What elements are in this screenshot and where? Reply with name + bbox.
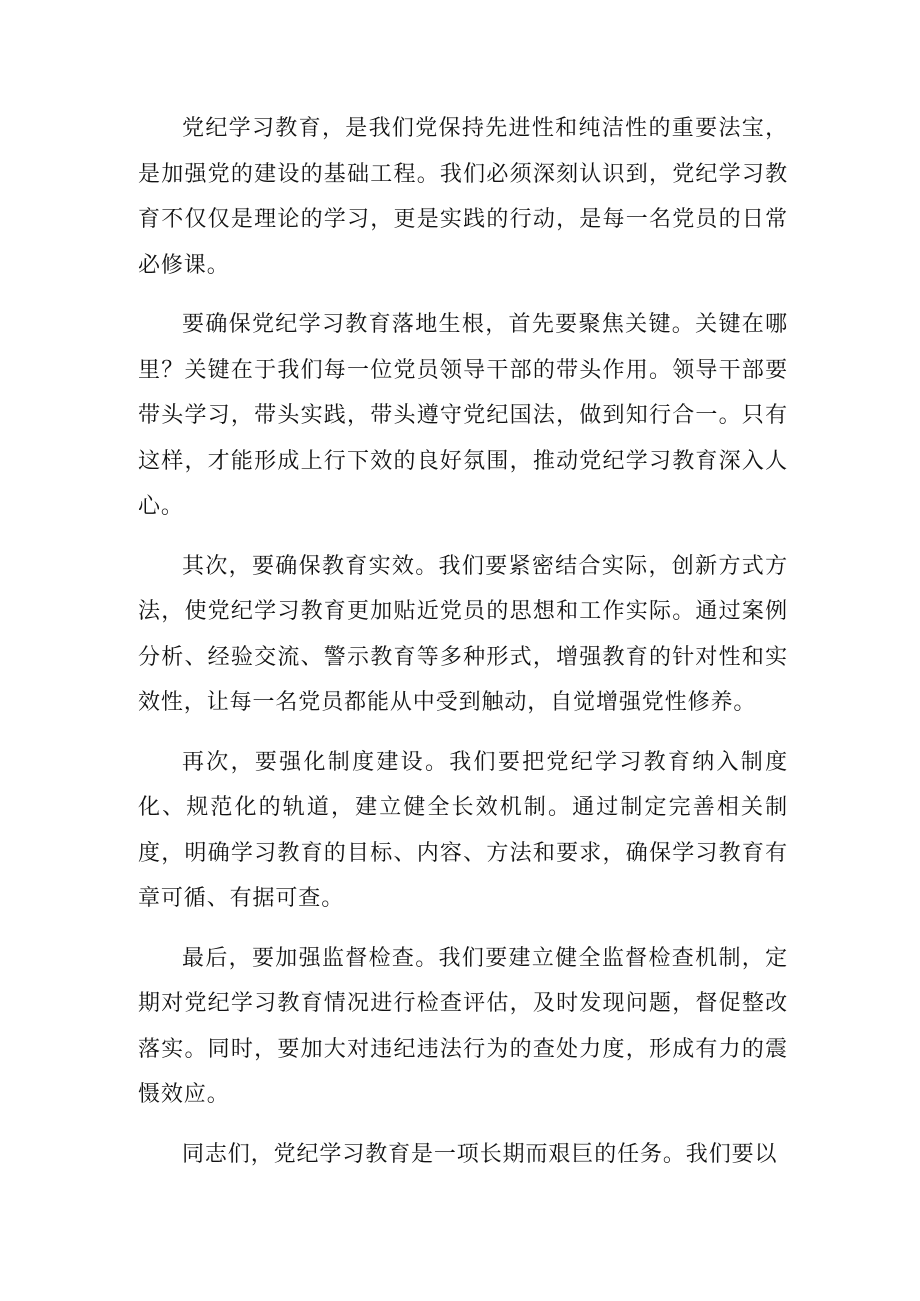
paragraph-3: 其次，要确保教育实效。我们要紧密结合实际，创新方式方法，使党纪学习教育更加贴近党员的思想和工作实际。通过案例分析、经验交流、警示教育等多种形式，增强教育的针对性和实效性，让每一名党员都能从中受到触动，自觉增强党性修养。	[138, 553, 788, 715]
paragraph-4: 再次，要强化制度建设。我们要把党纪学习教育纳入制度化、规范化的轨道，建立健全长效机制。通过制定完善相关制度，明确学习教育的目标、内容、方法和要求，确保学习教育有章可循、有据可查。	[138, 749, 788, 911]
paragraph-6: 同志们，党纪学习教育是一项长期而艰巨的任务。我们要以	[182, 1141, 778, 1167]
paragraph-1: 党纪学习教育，是我们党保持先进性和纯洁性的重要法宝，是加强党的建设的基础工程。我们必须深刻认识到，党纪学习教育不仅仅是理论的学习，更是实践的行动，是每一名党员的日常必修课。	[138, 116, 788, 278]
paragraph-5: 最后，要加强监督检查。我们要建立健全监督检查机制，定期对党纪学习教育情况进行检查评估，及时发现问题，督促整改落实。同时，要加大对违纪违法行为的查处力度，形成有力的震慑效应。	[138, 945, 788, 1107]
paragraph-2: 要确保党纪学习教育落地生根，首先要聚焦关键。关键在哪里？关键在于我们每一位党员领导干部的带头作用。领导干部要带头学习，带头实践，带头遵守党纪国法，做到知行合一。只有这样，才能形成上行下效的良好氛围，推动党纪学习教育深入人心。	[138, 312, 788, 519]
